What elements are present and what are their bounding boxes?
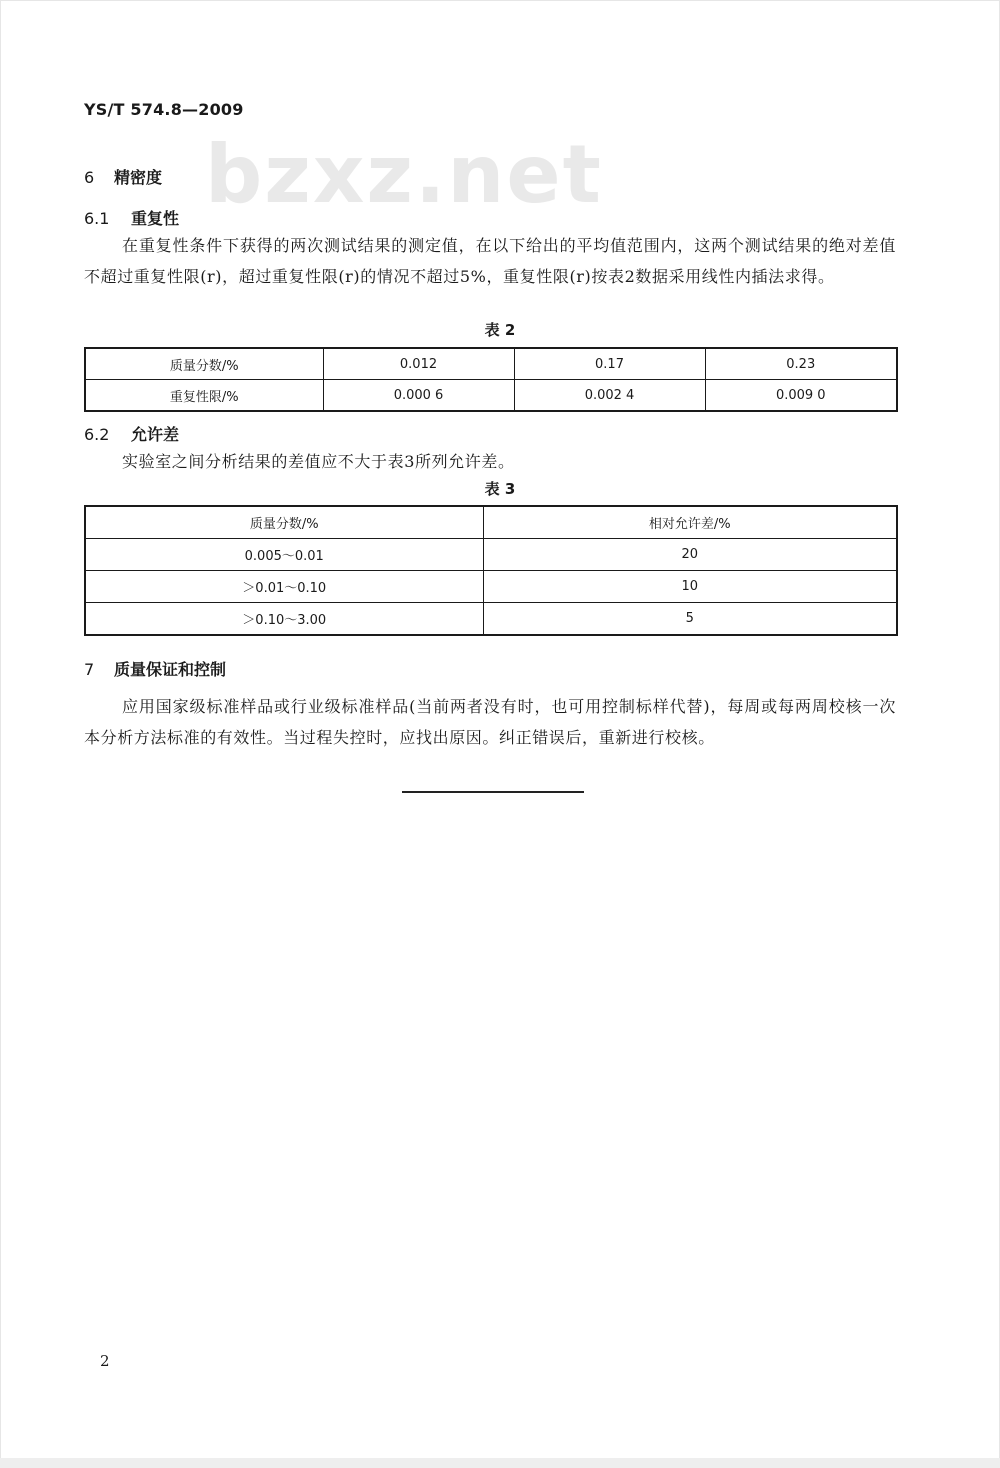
table-cell: 质量分数/% bbox=[85, 348, 323, 380]
table-3 bbox=[84, 505, 898, 636]
standard-code: YS/T 574.8—2009 bbox=[84, 100, 244, 119]
table-2-caption: 表 2 bbox=[484, 321, 516, 339]
table-cell: 0.23 bbox=[705, 348, 897, 380]
section-6-1-title: 重复性 bbox=[131, 209, 180, 228]
end-of-document-line bbox=[402, 791, 584, 793]
section-6-number: 6 bbox=[84, 168, 95, 187]
table-row bbox=[85, 380, 897, 412]
bottom-strip bbox=[0, 1458, 1000, 1468]
table-row bbox=[85, 539, 897, 571]
section-6-2-title: 允许差 bbox=[131, 425, 180, 444]
table-cell: 0.17 bbox=[514, 348, 705, 380]
watermark-logo: bzxz.net bbox=[205, 128, 603, 221]
table-cell: 0.009 0 bbox=[705, 380, 897, 412]
table-cell: 0.000 6 bbox=[323, 380, 514, 412]
section-6-2-number: 6.2 bbox=[84, 425, 110, 444]
table-2 bbox=[84, 347, 898, 412]
section-7-paragraph: 应用国家级标准样品或行业级标准样品(当前两者没有时，也可用控制标样代替)，每周或每两周校核一次本分析方法标准的有效性。当过程失控时，应找出原因。纠正错误后，重新进行校核。 bbox=[84, 697, 896, 747]
section-6-2-heading bbox=[84, 422, 179, 445]
section-6-title: 精密度 bbox=[114, 168, 163, 187]
section-6-2-paragraph: 实验室之间分析结果的差值应不大于表3所列允许差。 bbox=[122, 452, 515, 471]
section-6-heading bbox=[84, 165, 162, 188]
table-cell: 0.012 bbox=[323, 348, 514, 380]
table-cell: 5 bbox=[483, 603, 897, 636]
table-cell: 20 bbox=[483, 539, 897, 571]
section-6-1-number: 6.1 bbox=[84, 209, 110, 228]
section-7-title: 质量保证和控制 bbox=[114, 660, 227, 679]
table-header-cell: 质量分数/% bbox=[85, 506, 483, 539]
table-3-caption: 表 3 bbox=[484, 480, 516, 498]
section-7-number: 7 bbox=[84, 660, 95, 679]
table-header-row bbox=[85, 506, 897, 539]
section-6-1-paragraph: 在重复性条件下获得的两次测试结果的测定值，在以下给出的平均值范围内，这两个测试结果的绝对差值不超过重复性限(r)，超过重复性限(r)的情况不超过5%，重复性限(r)按表2数据采用线性内插法求得。 bbox=[84, 236, 896, 286]
table-row bbox=[85, 348, 897, 380]
table-row bbox=[85, 571, 897, 603]
table-row bbox=[85, 603, 897, 636]
page-number: 2 bbox=[100, 1352, 110, 1370]
table-cell: 重复性限/% bbox=[85, 380, 323, 412]
section-6-1-heading bbox=[84, 206, 179, 229]
table-header-cell: 相对允许差/% bbox=[483, 506, 897, 539]
table-cell: 0.005～0.01 bbox=[85, 539, 483, 571]
table-cell: ＞0.01～0.10 bbox=[85, 571, 483, 603]
table-cell: 10 bbox=[483, 571, 897, 603]
table-cell: 0.002 4 bbox=[514, 380, 705, 412]
section-7-heading bbox=[84, 657, 226, 680]
table-cell: ＞0.10～3.00 bbox=[85, 603, 483, 636]
